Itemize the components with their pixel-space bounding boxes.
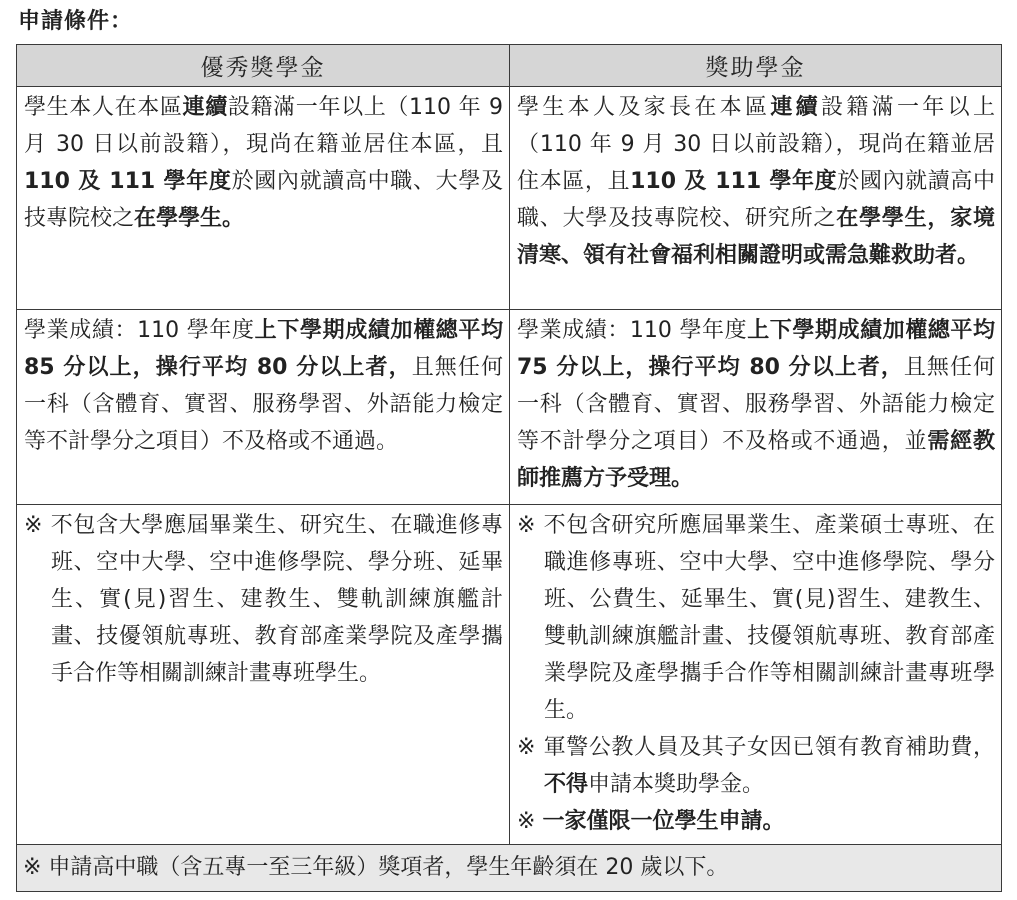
text-segment: 學生本人及家長在本區 [517, 95, 771, 120]
table-header-row [17, 45, 1002, 87]
text-segment: 設籍滿一年以上（110 年 9 月 30 日以前設籍），現尚在籍並居住本區，且 [517, 95, 995, 194]
bold-segment: 在學學生。 [134, 206, 245, 231]
exclusion-note: ※ 不包含大學應屆畢業生、研究生、在職進修專班、空中大學、空中進修學院、學分班、延畢生、實(見)習生、建教生、雙軌訓練旗艦計畫、技優領航專班、教育部產業學院及產學攜手合作等相關訓練計畫專班學生。 [24, 513, 503, 686]
text-segment: 學業成績：110 學年度 [517, 318, 748, 343]
cell-aid-residency [510, 87, 1002, 310]
table-footer-row [17, 845, 1002, 892]
column-header-financial-aid: 獎助學金 [510, 45, 1002, 87]
bold-segment: 110 及 111 學年度 [24, 169, 232, 194]
table-row-residency [17, 87, 1002, 310]
residency-text [517, 89, 995, 274]
table-row-grades [17, 310, 1002, 505]
text-segment: ※ 軍警公教人員及其子女因已領有教育補助費， [517, 735, 995, 760]
cell-excellence-grades [17, 310, 510, 505]
text-segment: ※ [517, 809, 543, 834]
one-per-family-note [517, 803, 995, 840]
text-segment: 申請本獎助學金。 [588, 772, 765, 797]
text-segment: 且無任何一科（含體育、實習、服務學習、外語能力檢定等不計學分之項目）不及格或不通過。 [24, 355, 503, 454]
text-segment: 於國內就讀高中職、大學及技專院校、研究所之 [517, 169, 995, 231]
footer-note: ※ 申請高中職（含五專一至三年級）獎項者，學生年齡須在 20 歲以下。 [17, 845, 1002, 892]
cell-aid-grades [510, 310, 1002, 505]
bold-segment: 連續 [770, 95, 821, 120]
cell-excellence-exclusions [17, 505, 510, 845]
exclusion-note: ※ 不包含研究所應屆畢業生、產業碩士專班、在職進修專班、空中大學、空中進修學院、學分班、公費生、延畢生、實(見)習生、建教生、雙軌訓練旗艦計畫、技優領航專班、教育部產業學院及產學攜手合作等相關訓練計畫專班學生。 [517, 513, 995, 723]
cell-excellence-residency [17, 87, 510, 310]
bold-segment: 上下學期成績加權總平均 75 分以上，操行平均 80 分以上者， [517, 318, 995, 380]
text-segment: 學生本人在本區 [24, 95, 183, 120]
text-segment: 且無任何一科（含體育、實習、服務學習、外語能力檢定等不計學分之項目）不及格或不通過，並 [517, 355, 995, 454]
section-heading: 申請條件： [18, 9, 134, 34]
residency-text [24, 89, 503, 237]
bold-segment: 需經教師推薦方予受理。 [517, 429, 995, 491]
eligibility-table [16, 44, 1002, 892]
civil-servant-note [517, 729, 995, 803]
table-row-exclusions [17, 505, 1002, 845]
bold-segment: 連續 [182, 95, 228, 120]
cell-aid-exclusions [510, 505, 1002, 845]
bold-segment: 在學學生，家境清寒、領有社會福利相關證明或需急難救助者。 [517, 206, 995, 268]
bold-segment: 上下學期成績加權總平均 85 分以上，操行平均 80 分以上者， [24, 318, 503, 380]
text-segment: 學業成績：110 學年度 [24, 318, 255, 343]
column-header-excellence-scholarship: 優秀獎學金 [17, 45, 510, 87]
bold-segment: 不得 [544, 772, 589, 797]
text-segment: 設籍滿一年以上（110 年 9 月 30 日以前設籍），現尚在籍並居住本區，且 [24, 95, 503, 157]
text-segment: 於國內就讀高中職、大學及技專院校之 [24, 169, 503, 231]
bold-segment: 110 及 111 學年度 [630, 169, 838, 194]
bold-segment: 一家僅限一位學生申請。 [542, 809, 785, 834]
grades-text [517, 312, 995, 497]
grades-text [24, 312, 503, 460]
